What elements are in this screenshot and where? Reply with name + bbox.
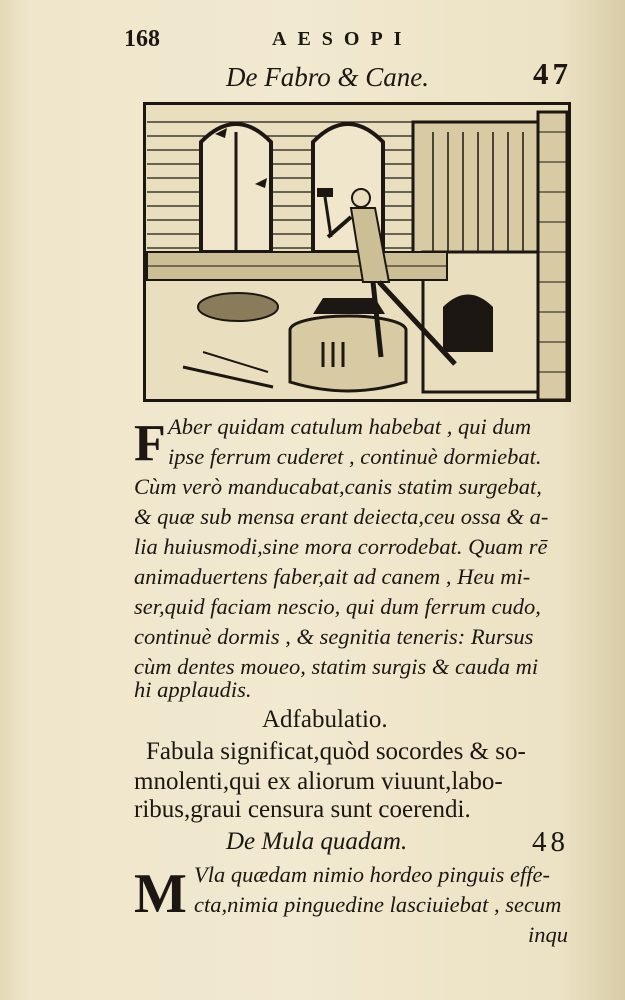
text-line: lia huiusmodi,sine mora corrodebat. Quam rē — [134, 534, 548, 559]
running-head — [124, 26, 444, 56]
fable-number: 48 — [532, 826, 569, 858]
text-line: inqu — [528, 922, 569, 947]
text-line: Aber quidam catulum habebat , qui dum — [168, 414, 532, 439]
text-line: continuè dormis , & segnitia teneris: Rursus — [134, 624, 534, 649]
moral-line: Fabula significat,quòd socordes & so- — [146, 738, 526, 765]
text-line: ser,quid faciam nescio, qui dum ferrum cudo, — [134, 594, 541, 619]
moral-heading: Adfabulatio. — [262, 706, 388, 733]
moral-line: ribus,graui censura sunt coerendi. — [134, 796, 471, 823]
text-line: cùm dentes moueo, statim surgis & cauda mi — [134, 654, 539, 679]
text-line: animaduertens faber,ait ad canem , Heu mi- — [134, 564, 531, 589]
text-line: Vla quædam nimio hordeo pinguis effe- — [194, 862, 551, 887]
fable-title: De Mula quadam. — [226, 828, 408, 855]
fable-number: 47 — [533, 56, 572, 91]
fable-title: De Fabro & Cane. — [226, 62, 429, 92]
moral-line: mnolenti,qui ex aliorum viuunt,labo- — [134, 768, 503, 795]
text-line: ipse ferrum cuderet , continuè dormiebat. — [168, 444, 542, 469]
drop-cap: F — [134, 415, 166, 472]
running-title: AESOPI — [272, 28, 413, 50]
woodcut-illustration — [143, 102, 571, 402]
text-line: Cùm verò manducabat,canis statim surgebat, — [134, 474, 542, 499]
text-line: & quæ sub mensa erant deiecta,ceu ossa & a- — [134, 504, 549, 529]
drop-cap: M — [134, 863, 187, 925]
text-line: hi applaudis. — [134, 677, 252, 702]
text-line: cta,nimia pinguedine lasciuiebat , secum — [194, 892, 562, 917]
page-number: 168 — [124, 26, 160, 52]
